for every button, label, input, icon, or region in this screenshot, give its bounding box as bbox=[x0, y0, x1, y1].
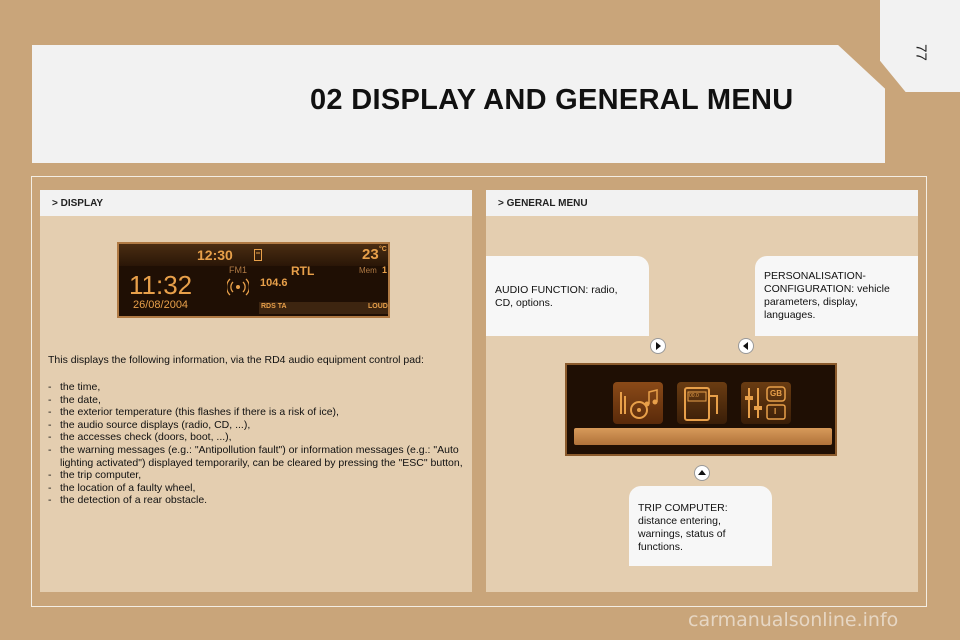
radio-signal-icon bbox=[227, 276, 249, 298]
audio-function-icon bbox=[613, 382, 663, 424]
memory-card-icon bbox=[254, 249, 262, 261]
callout-line: warnings, status of bbox=[638, 528, 726, 540]
personalisation-callout bbox=[755, 256, 918, 336]
trip-computer-icon bbox=[677, 382, 727, 424]
list-item: - the accesses check (doors, boot, ...), bbox=[48, 431, 468, 444]
arrow-down-right-icon bbox=[651, 339, 665, 353]
page-title: 02 DISPLAY AND GENERAL MENU bbox=[310, 84, 794, 116]
list-item: - the warning messages (e.g.: "Antipollution fault") or information messages (e.g.: "Auto lighting activated") displayed temporarily, can be cleared by pressing the "ESC" button, bbox=[48, 444, 468, 469]
callout-line: functions. bbox=[638, 541, 683, 553]
callout-line: distance entering, bbox=[638, 515, 721, 527]
general-menu-screen bbox=[565, 363, 837, 456]
lcd-mem-label: Mem bbox=[359, 266, 377, 275]
lcd-mem-number: 1 bbox=[382, 265, 388, 275]
lcd-station: RTL bbox=[291, 264, 315, 278]
callout-line: TRIP COMPUTER: bbox=[638, 502, 728, 514]
gb-label: GB bbox=[770, 389, 782, 398]
list-item: - the trip computer, bbox=[48, 469, 468, 482]
lcd-loud: LOUD bbox=[368, 303, 388, 310]
lcd-time: 11:32 bbox=[129, 270, 193, 300]
menu-highlight-strip bbox=[574, 428, 832, 445]
callout-line: CD, options. bbox=[495, 297, 553, 309]
lcd-clock-small: 12:30 bbox=[197, 247, 233, 263]
list-item: - the time, bbox=[48, 381, 468, 394]
lcd-band: FM1 bbox=[229, 265, 247, 275]
list-item: - the exterior temperature (this flashes if there is a risk of ice), bbox=[48, 406, 468, 419]
arrow-up-icon bbox=[695, 466, 709, 480]
general-menu-heading: > GENERAL MENU bbox=[498, 198, 588, 209]
general-menu-heading-bar bbox=[486, 190, 918, 216]
lcd-temperature-unit: °C bbox=[379, 246, 387, 253]
lcd-frequency: 104.6 bbox=[260, 277, 288, 289]
display-heading-bar bbox=[40, 190, 472, 216]
callout-line: AUDIO FUNCTION: radio, bbox=[495, 284, 618, 296]
arrow-down-left-icon bbox=[739, 339, 753, 353]
lcd-display bbox=[117, 242, 390, 318]
list-item: - the audio source displays (radio, CD, ...), bbox=[48, 419, 468, 432]
display-items-list bbox=[48, 381, 468, 507]
i-label: I bbox=[774, 407, 777, 416]
callout-line: languages. bbox=[764, 309, 816, 321]
page-number: 77 bbox=[912, 44, 930, 61]
personalisation-icon bbox=[741, 382, 791, 424]
list-item: - the location of a faulty wheel, bbox=[48, 482, 468, 495]
trip-computer-callout bbox=[629, 486, 772, 566]
callout-line: CONFIGURATION: vehicle bbox=[764, 283, 890, 295]
list-item: - the date, bbox=[48, 394, 468, 407]
list-item: - the detection of a rear obstacle. bbox=[48, 494, 468, 507]
audio-function-callout bbox=[486, 256, 649, 336]
watermark: carmanualsonline.info bbox=[688, 609, 899, 631]
display-heading: > DISPLAY bbox=[52, 198, 104, 209]
lcd-rds-ta: RDS TA bbox=[261, 303, 287, 310]
callout-line: PERSONALISATION- bbox=[764, 270, 866, 282]
callout-line: parameters, display, bbox=[764, 296, 858, 308]
fuel-display-label: 00.0 bbox=[689, 393, 699, 399]
lcd-temperature: 23 bbox=[362, 246, 379, 263]
display-intro: This displays the following information, via the RD4 audio equipment control pad: bbox=[48, 354, 424, 366]
lcd-date: 26/08/2004 bbox=[133, 299, 189, 311]
